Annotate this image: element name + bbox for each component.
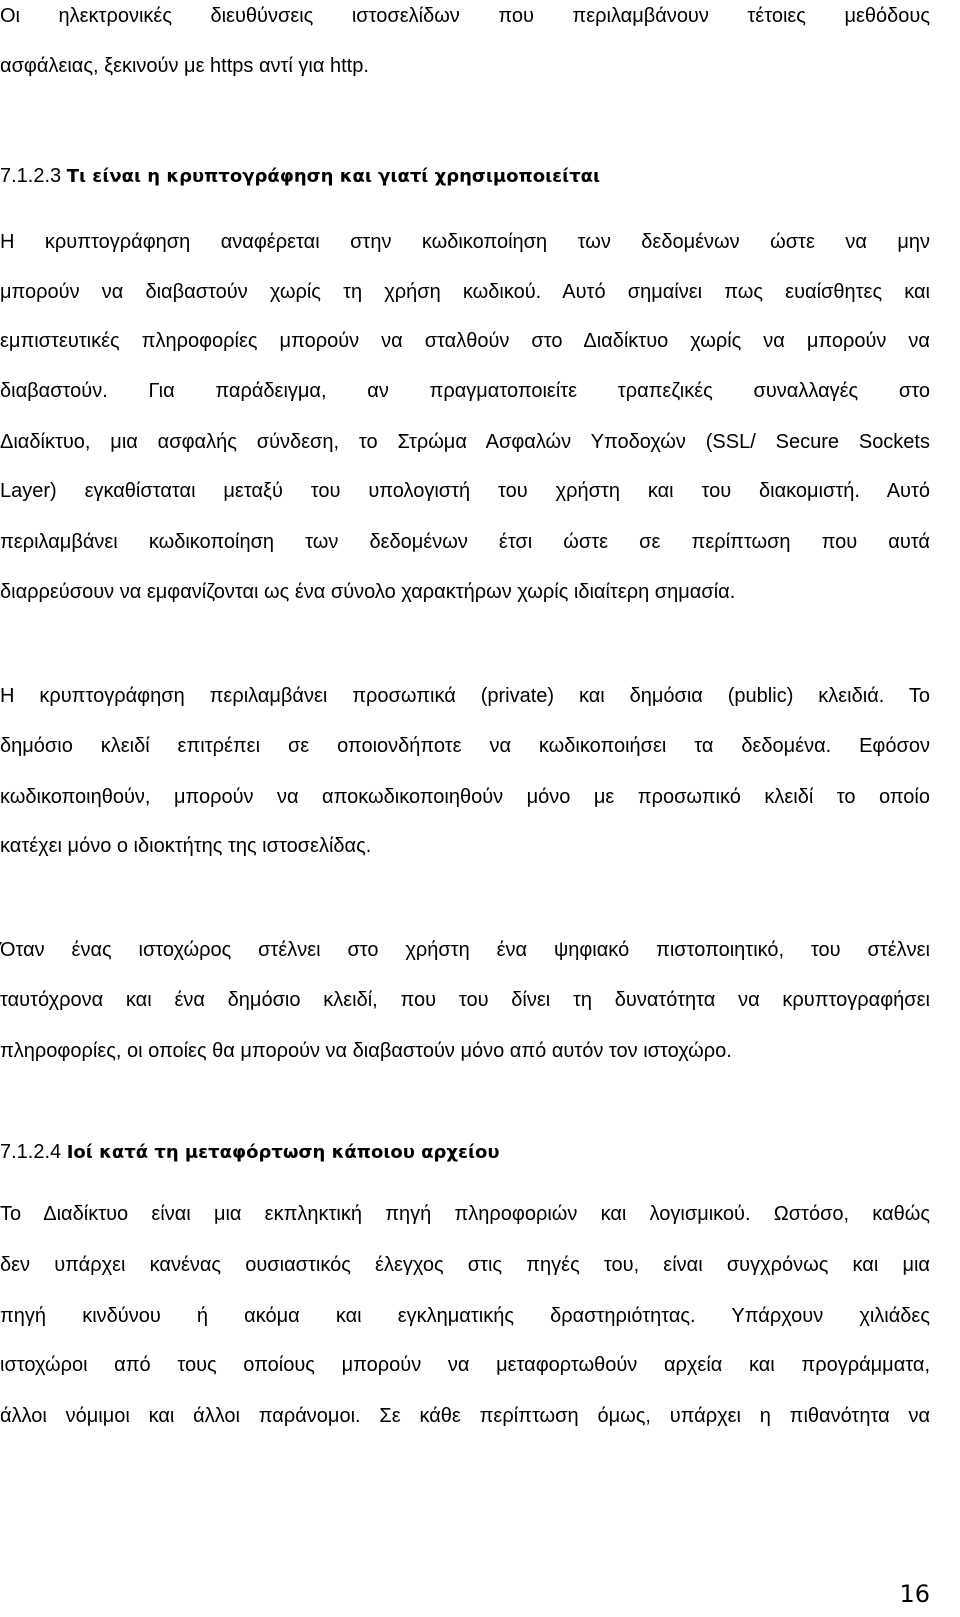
text-line: Οι ηλεκτρονικές διευθύνσεις ιστοσελίδων που περιλαμβάνουν τέτοιες μεθόδους (0, 5, 930, 27)
text-line: πληροφορίες, οι οποίες θα μπορούν να διαβαστούν μόνο από αυτόν τον ιστοχώρο. (0, 1040, 732, 1062)
text-line: μπορούν να διαβαστούν χωρίς τη χρήση κωδικού. Αυτό σημαίνει πως ευαίσθητες και (0, 281, 930, 303)
text-line: Layer) εγκαθίσταται μεταξύ του υπολογιστή του χρήστη και του διακομιστή. Αυτό (0, 480, 930, 502)
section-number: 7.1.2.4 (0, 1141, 62, 1163)
text-line: διαρρεύσουν να εμφανίζονται ως ένα σύνολο χαρακτήρων χωρίς ιδιαίτερη σημασία. (0, 581, 736, 603)
text-line: Η κρυπτογράφηση περιλαμβάνει προσωπικά (private) και δημόσια (public) κλειδιά. Το (0, 685, 930, 707)
page-number: 16 (899, 1580, 930, 1608)
text-line: διαβαστούν. Για παράδειγμα, αν πραγματοποιείτε τραπεζικές συναλλαγές στο (0, 380, 930, 402)
text-line: Το Διαδίκτυο είναι μια εκπληκτική πηγή πληροφοριών και λογισμικού. Ωστόσο, καθώς (0, 1203, 930, 1225)
section-heading (0, 1140, 500, 1165)
text-line: άλλοι νόμιμοι και άλλοι παράνομοι. Σε κάθε περίπτωση όμως, υπάρχει η πιθανότητα να (0, 1405, 930, 1427)
text-line: πηγή κινδύνου ή ακόμα και εγκληματικής δραστηριότητας. Υπάρχουν χιλιάδες (0, 1305, 930, 1327)
section-title: Τι είναι η κρυπτογράφηση και γιατί χρησιμοποιείται (66, 166, 601, 187)
text-line: περιλαμβάνει κωδικοποίηση των δεδομένων έτσι ώστε σε περίπτωση που αυτά (0, 531, 930, 553)
text-line: Διαδίκτυο, μια ασφαλής σύνδεση, το Στρώμα Ασφαλών Υποδοχών (SSL/ Secure Sockets (0, 431, 930, 453)
text-line: δεν υπάρχει κανένας ουσιαστικός έλεγχος στις πηγές του, είναι συγχρόνως και μια (0, 1254, 930, 1276)
section-number: 7.1.2.3 (0, 165, 62, 187)
text-line: κατέχει μόνο ο ιδιοκτήτης της ιστοσελίδας. (0, 835, 372, 857)
text-line: εμπιστευτικές πληροφορίες μπορούν να σταλθούν στο Διαδίκτυο χωρίς να μπορούν να (0, 330, 930, 352)
text-line: δημόσιο κλειδί επιτρέπει σε οποιονδήποτε να κωδικοποιήσει τα δεδομένα. Εφόσον (0, 735, 930, 757)
section-title: Ιοί κατά τη μεταφόρτωση κάποιου αρχείου (66, 1142, 500, 1163)
text-line: ταυτόχρονα και ένα δημόσιο κλειδί, που του δίνει τη δυνατότητα να κρυπτογραφήσει (0, 989, 930, 1011)
text-line: ασφάλειας, ξεκινούν με https αντί για http. (0, 55, 369, 77)
text-line: Η κρυπτογράφηση αναφέρεται στην κωδικοποίηση των δεδομένων ώστε να μην (0, 231, 930, 253)
text-line: Όταν ένας ιστοχώρος στέλνει στο χρήστη ένα ψηφιακό πιστοποιητικό, του στέλνει (0, 939, 930, 961)
section-heading (0, 164, 600, 189)
text-line: ιστοχώροι από τους οποίους μπορούν να μεταφορτωθούν αρχεία και προγράμματα, (0, 1354, 930, 1376)
text-line: κωδικοποιηθούν, μπορούν να αποκωδικοποιηθούν μόνο με προσωπικό κλειδί το οποίο (0, 786, 930, 808)
